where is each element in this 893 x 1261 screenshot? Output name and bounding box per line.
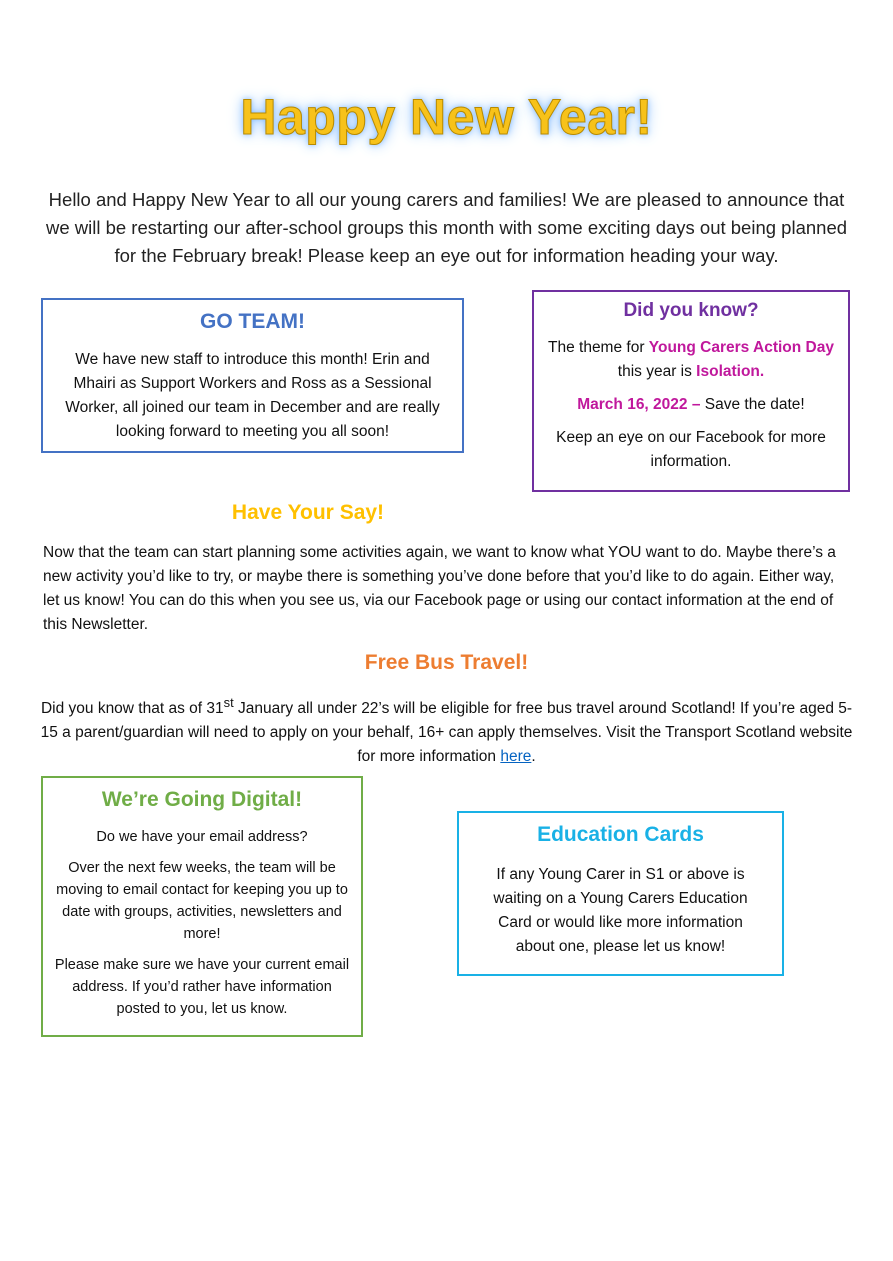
have-your-say-heading: Have Your Say! xyxy=(231,501,385,524)
go-team-heading: GO TEAM! xyxy=(200,310,305,333)
theme-name: Young Carers Action Day xyxy=(648,339,834,356)
going-digital-heading: We’re Going Digital! xyxy=(101,788,303,811)
theme-mid: this year is xyxy=(617,363,697,380)
digital-p1: Do we have your email address? xyxy=(96,829,308,845)
education-cards-heading: Education Cards xyxy=(537,823,704,846)
bus-text-sup: st xyxy=(223,695,234,710)
page-title: Happy New Year! xyxy=(240,89,653,145)
facebook-line: Keep an eye on our Facebook for more information. xyxy=(556,429,826,470)
theme-line xyxy=(534,336,848,384)
go-team-text: We have new staff to introduce this month! Erin and Mhairi as Support Workers and Ross as a Sessional Worker, all joined our team in December and are really looking forward to meeting you all soon! xyxy=(65,351,440,440)
free-bus-heading: Free Bus Travel! xyxy=(364,651,529,674)
go-team-box xyxy=(41,298,464,453)
did-you-know-box xyxy=(532,290,850,492)
education-cards-box xyxy=(457,811,784,976)
theme-pre: The theme for xyxy=(548,339,649,356)
free-bus-text xyxy=(40,691,853,769)
going-digital-box xyxy=(41,776,363,1037)
transport-scotland-link[interactable]: here xyxy=(500,748,532,766)
did-you-know-heading: Did you know? xyxy=(623,300,759,321)
date-suffix: Save the date! xyxy=(700,396,805,413)
digital-p3: Please make sure we have your current email address. If you’d rather have information posted to you, let us know. xyxy=(54,957,350,1017)
bus-text-post: January all under 22’s will be eligible for free bus travel around Scotland! If you’re aged 5-15 a parent/guardian will need to apply on your behalf, 16+ can apply themselves. Visit the Transport Scotland website for more information xyxy=(40,700,853,766)
digital-p2: Over the next few weeks, the team will be moving to email contact for keeping you up to date with groups, activities, newsletters and more! xyxy=(56,860,348,942)
bus-text-pre: Did you know that as of 31 xyxy=(40,700,224,718)
theme-word: Isolation. xyxy=(696,363,765,380)
date-line xyxy=(534,393,848,417)
have-your-say-text: Now that the team can start planning some activities again, we want to know what YOU want to do. Maybe there’s a new activity you’d like to try, or maybe there is something you’ve done before that you’d like to do again. Either way, let us know! You can do this when you see us, via our Facebook page or using our contact information at the end of this Newsletter. xyxy=(43,544,836,633)
education-cards-text: If any Young Carer in S1 or above is waiting on a Young Carers Education Card or would like more information about one, please let us know! xyxy=(493,866,748,955)
intro-paragraph: Hello and Happy New Year to all our young carers and families! We are pleased to announce that we will be restarting our after-school groups this month with some exciting days out being planned for the February break! Please keep an eye out for information heading your way. xyxy=(45,189,848,266)
event-date: March 16, 2022 – xyxy=(577,396,701,413)
bus-text-end: . xyxy=(531,748,536,766)
